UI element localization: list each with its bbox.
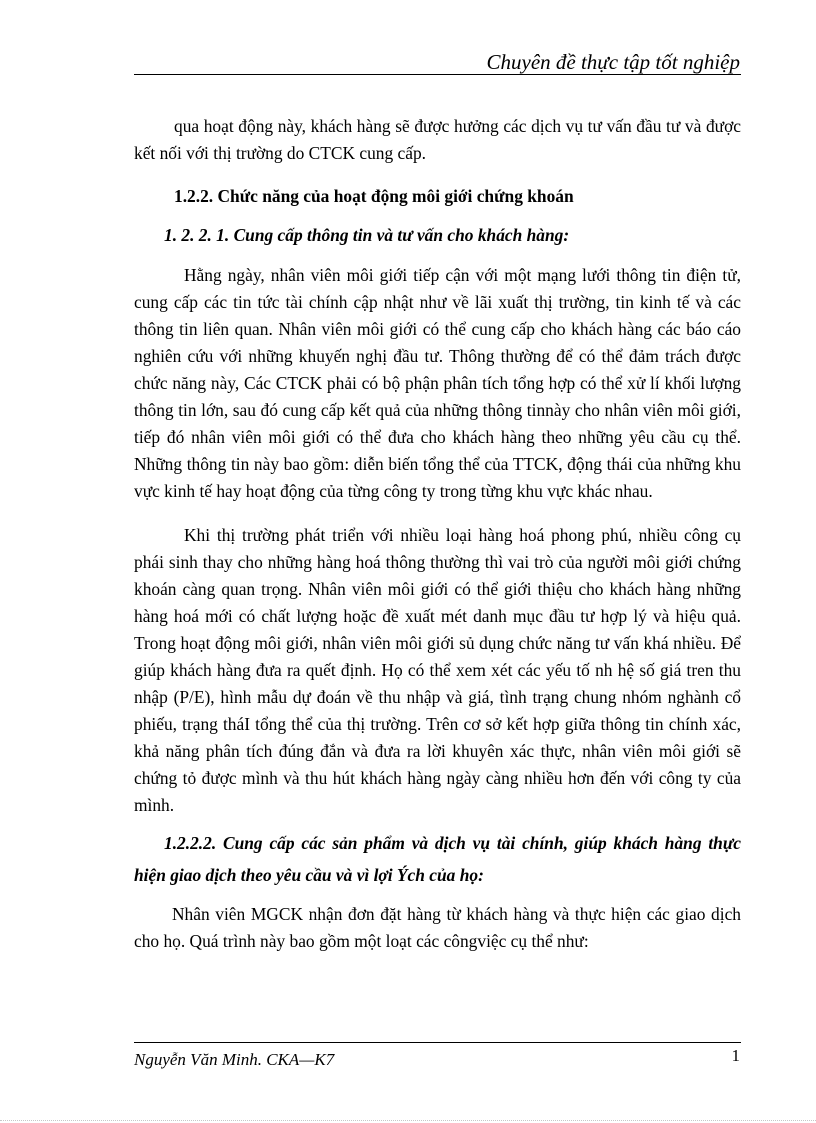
body-paragraph-1: Hằng ngày, nhân viên môi giới tiếp cận với một mạng lưới thông tin điện tử, cung cấp các tin tức tài chính cập nhật như về lãi xuất thị trường, tin kinh tế và các thông tin liên quan. Nhân viên môi giới có thể cung cấp cho khách hàng các báo cáo nghiên cứu với những khuyến nghị đầu tư. Thông thường để có thể đảm trách được chức năng này, Các CTCK phải có bộ phận phân tích tổng hợp có thể xử lí khối lượng thông tin lớn, sau đó cung cấp kết quả của những thông tinnày cho nhân viên môi giới, tiếp đó nhân viên môi giới có thể đưa cho khách hàng theo những yêu cầu cụ thể. Những thông tin này bao gồm: diễn biến tổng thể của TTCK, động thái của những khu vực kinh tế hay hoạt động của từng công ty trong từng khu vực khác nhau. [134,265,741,501]
header-divider [134,74,741,75]
footer-author: Nguyễn Văn Minh. CKA—K7 [134,1050,335,1069]
subsection-heading-2: 1.2.2.2. Cung cấp các sản phẩm và dịch vụ tài chính, giúp khách hàng thực hiện giao dịch theo yêu cầu và vì lợi Ých của họ: [134,833,741,885]
section-heading: 1.2.2. Chức năng của hoạt động môi giới chứng khoán [174,186,574,206]
header-title: Chuyên đề thực tập tốt nghiệp [486,50,740,74]
page-number: 1 [731,1046,740,1065]
page-body [134,113,741,955]
subsection-heading-1: 1. 2. 2. 1. Cung cấp thông tin và tư vấn cho khách hàng: [164,225,570,245]
footer-divider [134,1042,741,1043]
intro-paragraph: qua hoạt động này, khách hàng sẽ được hưởng các dịch vụ tư vấn đầu tư và được kết nối với thị trường do CTCK cung cấp. [134,116,741,163]
body-paragraph-3: Nhân viên MGCK nhận đơn đặt hàng từ khách hàng và thực hiện các giao dịch cho họ. Quá trình này bao gồm một loạt các côngviệc cụ thể như: [134,904,741,951]
body-paragraph-2: Khi thị trường phát triển với nhiều loại hàng hoá phong phú, nhiều công cụ phái sinh thay cho những hàng hoá thông thường thì vai trò của người môi giới chứng khoán càng quan trọng. Nhân viên môi giới có thể giới thiệu cho khách hàng những hàng hoá mới có chất lượng hoặc đề xuất mét danh mục đầu tư hợp lý và hiệu quả. Trong hoạt động môi giới, nhân viên môi giới sủ dụng chức năng tư vấn khá nhiều. Để giúp khách hàng đưa ra quết định. Họ có thể xem xét các yếu tố nh hệ số giá tren thu nhập (P/E), hình mẫu dự đoán về thu nhập và giá, tình trạng chung nhóm nghành cổ phiếu, trạng tháI tổng thể của thị trường. Trên cơ sở kết hợp giữa thông tin chính xác, khả năng phân tích đúng đắn và đưa ra lời khuyên xác thực, nhân viên môi giới sẽ chứng tỏ được mình và thu hút khách hàng ngày càng nhiều hơn đến với công ty của mình. [134,525,741,815]
page-edge-dotted-line [0,1120,816,1121]
